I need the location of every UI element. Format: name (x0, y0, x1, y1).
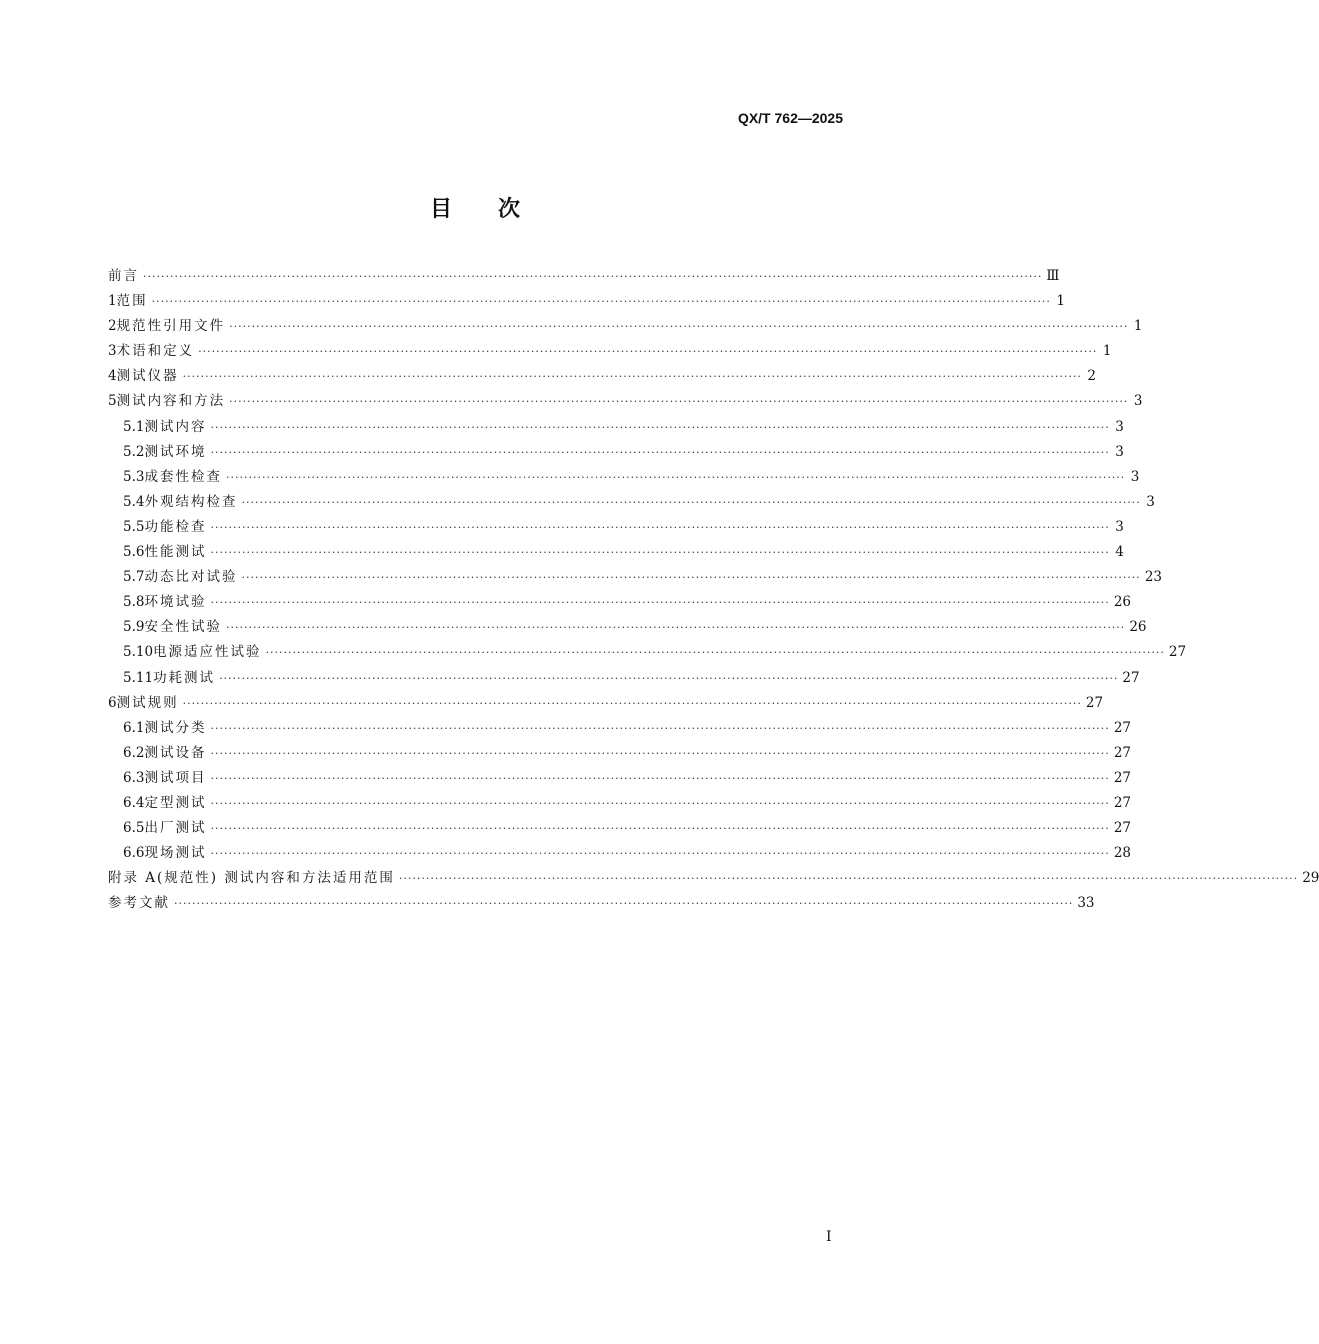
toc-entry-number: 6.4 (123, 794, 145, 811)
toc-entry[interactable] (108, 791, 1131, 816)
toc-entry-page: 3 (1130, 468, 1140, 485)
toc-entry[interactable] (108, 615, 1147, 640)
toc-entry[interactable] (108, 389, 1143, 414)
dot-leader: ········································································································································································································ (174, 897, 1074, 911)
toc-entry-page: 26 (1129, 619, 1147, 636)
toc-entry[interactable] (108, 465, 1140, 490)
dot-leader: ········································································································································································································ (210, 796, 1110, 810)
toc-entry-title: 功能检查 (144, 518, 207, 535)
toc-entry-title: 规范性引用文件 (116, 318, 226, 335)
dot-leader: ········································································································································································································ (398, 872, 1299, 886)
toc-entry[interactable] (108, 691, 1104, 716)
toc-entry-title: 参考文献 (108, 895, 170, 912)
toc-entry-title: 术语和定义 (116, 343, 195, 360)
toc-entry-number: 5.8 (123, 594, 145, 611)
toc-entry-page: 33 (1077, 895, 1095, 912)
dot-leader: ········································································································································································································ (210, 721, 1110, 735)
toc-entry-page: 2 (1087, 368, 1096, 385)
toc-entry-page: 3 (1115, 518, 1124, 535)
toc-entry-number: 5.3 (123, 468, 145, 485)
toc-entry-page: 1 (1102, 343, 1112, 360)
toc-entry-title: 成套性检查 (144, 468, 222, 485)
dot-leader: ········································································································································································································ (151, 295, 1051, 309)
toc-entry-number: 6.1 (123, 719, 145, 736)
toc-entry[interactable] (108, 640, 1187, 665)
toc-entry-title: 测试内容和方法 (116, 393, 226, 410)
toc-entry-page: 23 (1144, 569, 1162, 586)
toc-entry-number: 5.2 (123, 443, 145, 460)
toc-entry-title: 测试分类 (144, 719, 207, 736)
toc-entry[interactable] (108, 415, 1124, 440)
dot-leader: ········································································································································································································ (229, 320, 1129, 334)
toc-entry[interactable] (108, 314, 1143, 339)
dot-leader: ········································································································································································································ (210, 771, 1110, 785)
toc-entry-page: 1 (1056, 293, 1065, 310)
toc-entry-title: 测试仪器 (116, 368, 179, 385)
toc-entry-number: 6.5 (123, 820, 145, 837)
toc-entry-number: 5 (108, 393, 117, 410)
toc-entry-page: 27 (1122, 669, 1140, 686)
dot-leader: ········································································································································································································ (219, 671, 1119, 685)
toc-entry[interactable] (108, 891, 1095, 916)
dot-leader: ········································································································································································································ (182, 696, 1082, 710)
toc-entry-title: 外观结构检查 (144, 493, 238, 510)
toc-entry[interactable] (108, 741, 1131, 766)
toc-entry-title: 定型测试 (144, 794, 207, 811)
dot-leader: ········································································································································································································ (225, 621, 1126, 635)
toc-entry[interactable] (108, 540, 1124, 565)
dot-leader: ········································································································································································································ (229, 395, 1129, 409)
toc-entry-page: 29 (1302, 870, 1319, 887)
toc-entry[interactable] (108, 866, 1319, 891)
toc-entry-title: 动态比对试验 (144, 569, 238, 586)
toc-entry-number: 5.1 (123, 418, 145, 435)
toc-entry-title: 测试环境 (144, 443, 207, 460)
toc-entry-page: 3 (1115, 418, 1124, 435)
dot-leader: ········································································································································································································ (210, 445, 1110, 459)
dot-leader: ········································································································································································································ (210, 746, 1110, 760)
dot-leader: ········································································································································································································ (143, 270, 1043, 283)
toc-entry-title: 出厂测试 (144, 820, 207, 837)
page-number: I (826, 1229, 832, 1245)
toc-entry[interactable] (108, 841, 1131, 866)
toc-entry[interactable] (108, 816, 1131, 841)
toc-entry-title: 前言 (108, 268, 139, 284)
toc-entry-number: 4 (108, 368, 117, 385)
toc-entry-number: 1 (108, 293, 117, 310)
toc-entry-number: 5.11 (123, 669, 154, 686)
toc-entry[interactable] (108, 364, 1096, 389)
toc-entry[interactable] (108, 339, 1112, 364)
toc-entry-page: 3 (1146, 493, 1155, 510)
toc-entry-title: 测试规则 (116, 694, 179, 711)
dot-leader: ········································································································································································································ (210, 520, 1110, 534)
toc-entry-number: 6.3 (123, 769, 145, 786)
table-of-contents (108, 264, 1319, 916)
toc-entry[interactable] (108, 264, 1060, 289)
toc-entry[interactable] (108, 590, 1131, 615)
dot-leader: ········································································································································································································ (210, 596, 1110, 610)
toc-entry-number: 5.6 (123, 544, 145, 561)
toc-entry-page: 27 (1113, 769, 1131, 786)
dot-leader: ········································································································································································································ (210, 420, 1110, 434)
dot-leader: ········································································································································································································ (241, 495, 1141, 509)
toc-entry-page: 4 (1115, 544, 1124, 561)
dot-leader: ········································································································································································································ (210, 822, 1110, 836)
toc-entry[interactable] (108, 490, 1155, 515)
toc-entry-title: 环境试验 (144, 594, 207, 611)
dot-leader: ········································································································································································································ (241, 571, 1141, 585)
toc-entry[interactable] (108, 440, 1124, 465)
toc-entry[interactable] (108, 766, 1131, 791)
dot-leader: ········································································································································································································ (265, 646, 1165, 660)
toc-entry-title: 测试内容 (144, 418, 207, 435)
toc-entry-number: 5.10 (123, 644, 154, 661)
toc-entry-number: 5.5 (123, 518, 145, 535)
toc-entry-number: 3 (108, 343, 117, 360)
toc-entry-page: 27 (1113, 820, 1131, 837)
toc-entry-number: 6.6 (123, 845, 145, 862)
toc-entry-number: 2 (108, 318, 117, 335)
toc-entry-page: Ⅲ (1046, 268, 1060, 284)
toc-entry-number: 5.4 (123, 493, 145, 510)
toc-entry[interactable] (108, 565, 1162, 590)
toc-entry-page: 27 (1113, 744, 1131, 761)
toc-entry-page: 28 (1113, 845, 1131, 862)
dot-leader: ········································································································································································································ (182, 370, 1082, 384)
dot-leader: ········································································································································································································ (225, 470, 1126, 484)
toc-entry-page: 1 (1133, 318, 1143, 335)
toc-entry-title: 安全性试验 (144, 619, 222, 636)
toc-entry-page: 27 (1113, 794, 1131, 811)
toc-entry[interactable] (108, 289, 1065, 314)
toc-entry[interactable] (108, 666, 1140, 691)
toc-entry-title: 现场测试 (144, 845, 207, 862)
dot-leader: ········································································································································································································ (210, 546, 1110, 560)
page-title: 目次 (429, 197, 566, 222)
toc-entry-page: 27 (1168, 644, 1187, 661)
standard-number: QX/T 762—2025 (737, 110, 843, 126)
dot-leader: ········································································································································································································ (210, 847, 1110, 861)
toc-entry-page: 26 (1113, 594, 1131, 611)
toc-entry-title: 电源适应性试验 (153, 644, 262, 661)
toc-entry[interactable] (108, 515, 1124, 540)
toc-entry-title: 性能测试 (144, 544, 207, 561)
toc-entry-page: 3 (1115, 443, 1124, 460)
toc-entry-number: 5.7 (123, 569, 145, 586)
toc-entry-number: 6 (108, 694, 117, 711)
toc-entry-title: 范围 (116, 293, 148, 310)
toc-entry-title: 测试设备 (144, 744, 207, 761)
toc-entry-title: 功耗测试 (153, 669, 216, 686)
toc-entry[interactable] (108, 716, 1131, 741)
toc-entry-number: 5.9 (123, 619, 145, 636)
toc-entry-title: 附录 A(规范性) 测试内容和方法适用范围 (108, 870, 395, 887)
toc-entry-page: 3 (1133, 393, 1143, 410)
toc-entry-page: 27 (1113, 719, 1131, 736)
dot-leader: ········································································································································································································ (198, 345, 1098, 359)
toc-entry-number: 6.2 (123, 744, 145, 761)
toc-entry-page: 27 (1085, 694, 1104, 711)
toc-entry-title: 测试项目 (144, 769, 207, 786)
